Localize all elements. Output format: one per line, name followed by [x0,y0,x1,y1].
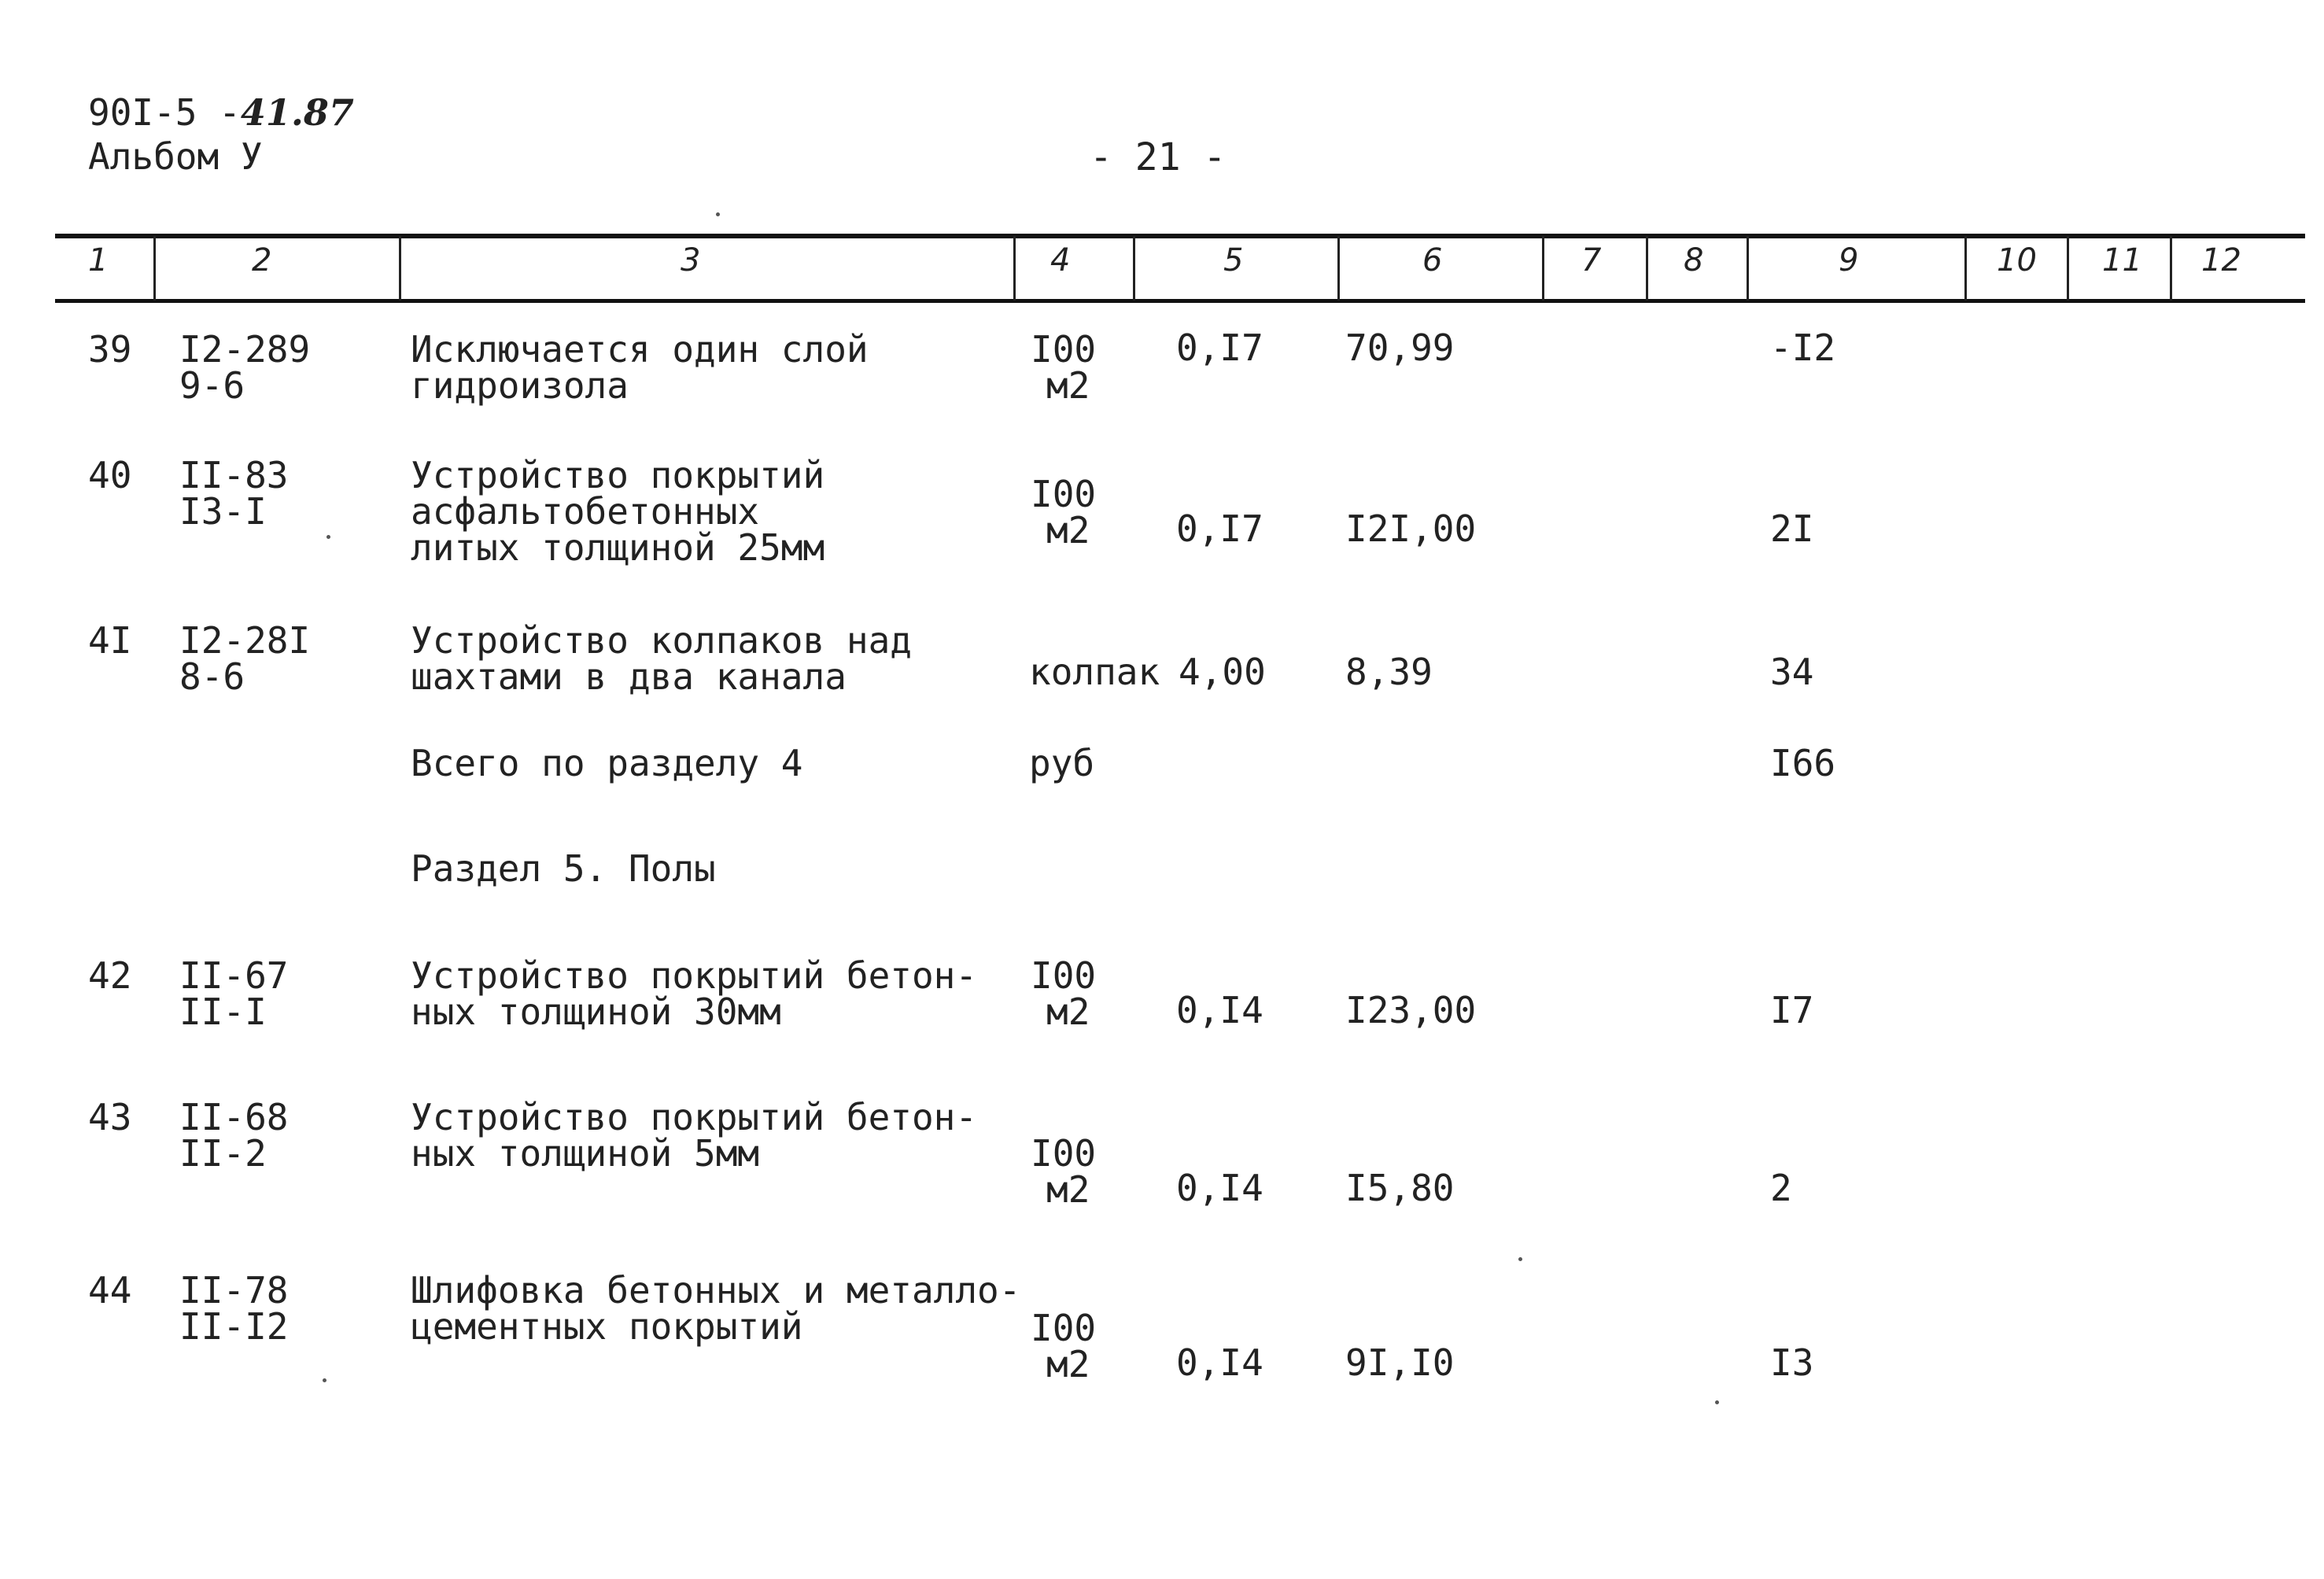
unit: м2 [1046,991,1090,1033]
column-divider [1337,236,1340,301]
work-description: асфальтобетонных [411,490,760,533]
column-divider [1133,236,1135,301]
unit-price: 9I,I0 [1345,1341,1455,1384]
row-number: 39 [88,328,132,371]
quantity: 4,00 [1179,651,1266,693]
unit-price: I5,80 [1345,1167,1455,1209]
work-description: цементных покрытий [411,1305,803,1348]
rate-code-sub: 8-6 [179,655,245,698]
column-divider [1013,236,1016,301]
work-description: ных толщиной 30мм [411,991,781,1033]
column-number: 11 [2102,242,2142,279]
column-divider [1747,236,1749,301]
column-number: 7 [1581,242,1602,279]
work-description: гидроизола [411,364,629,407]
unit-price: 70,99 [1345,326,1455,369]
rate-code-sub: I3-I [179,490,267,533]
column-divider [1646,236,1648,301]
row-number: 44 [88,1269,132,1312]
work-description: Устройство покрытий бетон- [411,954,978,997]
column-divider [399,236,401,301]
unit: м2 [1046,364,1090,407]
work-description: Шлифовка бетонных и металло- [411,1269,1021,1312]
unit: I00 [1031,1307,1097,1349]
rate-code: II-68 [179,1096,289,1138]
unit-price: 8,39 [1345,651,1433,693]
page-number: - 21 - [1090,135,1227,179]
column-divider [153,236,156,301]
unit: I00 [1031,954,1097,997]
row-number: 40 [88,454,132,496]
total: I7 [1770,989,1814,1031]
section-heading: Раздел 5. Полы [411,847,716,890]
scan-speck [1518,1257,1522,1261]
quantity: 0,I4 [1176,1167,1263,1209]
unit-price: I23,00 [1345,989,1477,1031]
header-bottom-rule [55,299,2305,303]
document-code-handwritten: 41.87 [240,91,354,134]
column-number: 8 [1684,242,1704,279]
unit: I00 [1031,1132,1097,1175]
section-total-label: Всего по разделу 4 [411,742,803,784]
row-number: 43 [88,1096,132,1138]
total: I66 [1770,742,1836,784]
rate-code: II-83 [179,454,289,496]
quantity: 0,I7 [1176,507,1263,550]
work-description: Исключается один слой [411,328,869,371]
total: 2I [1770,507,1814,550]
rate-code-sub: II-2 [179,1132,267,1175]
rate-code-sub: 9-6 [179,364,245,407]
column-number: 5 [1223,242,1244,279]
album-label: Альбом У [88,135,263,178]
unit: колпак [1029,651,1160,693]
rate-code-sub: II-I2 [179,1305,289,1348]
quantity: 0,I7 [1176,326,1263,369]
scan-speck [1715,1400,1719,1404]
column-divider [2067,236,2069,301]
total: -I2 [1770,326,1836,369]
rate-code: I2-289 [179,328,311,371]
column-divider [2170,236,2172,301]
column-divider [1542,236,1544,301]
row-number: 42 [88,954,132,997]
scan-speck [326,535,330,539]
unit: м2 [1046,509,1090,552]
quantity: 0,I4 [1176,989,1263,1031]
column-number: 12 [2201,242,2241,279]
scan-speck [716,212,720,216]
unit: руб [1029,742,1095,784]
unit: I00 [1031,473,1097,515]
work-description: ных толщиной 5мм [411,1132,760,1175]
work-description: Устройство колпаков над [411,619,912,662]
column-number: 2 [252,242,272,279]
rate-code: II-78 [179,1269,289,1312]
rate-code-sub: II-I [179,991,267,1033]
rate-code: I2-28I [179,619,311,662]
work-description: шахтами в два канала [411,655,847,698]
column-number: 10 [1997,242,2037,279]
column-number: 1 [88,242,109,279]
scan-speck [323,1378,326,1382]
quantity: 0,I4 [1176,1341,1263,1384]
work-description: Устройство покрытий [411,454,825,496]
total: 34 [1770,651,1814,693]
unit-price: I2I,00 [1345,507,1477,550]
rate-code: II-67 [179,954,289,997]
unit: I00 [1031,328,1097,371]
column-number: 9 [1839,242,1859,279]
unit: м2 [1046,1168,1090,1211]
column-divider [1964,236,1967,301]
work-description: литых толщиной 25мм [411,526,825,569]
column-number: 6 [1422,242,1443,279]
column-number: 3 [681,242,701,279]
total: 2 [1770,1167,1792,1209]
unit: м2 [1046,1343,1090,1385]
work-description: Устройство покрытий бетон- [411,1096,978,1138]
row-number: 4I [88,619,132,662]
header-top-rule [55,234,2305,238]
total: I3 [1770,1341,1814,1384]
document-code [88,93,354,132]
document-code-printed: 90I-5 - [88,91,241,134]
column-number: 4 [1050,242,1071,279]
